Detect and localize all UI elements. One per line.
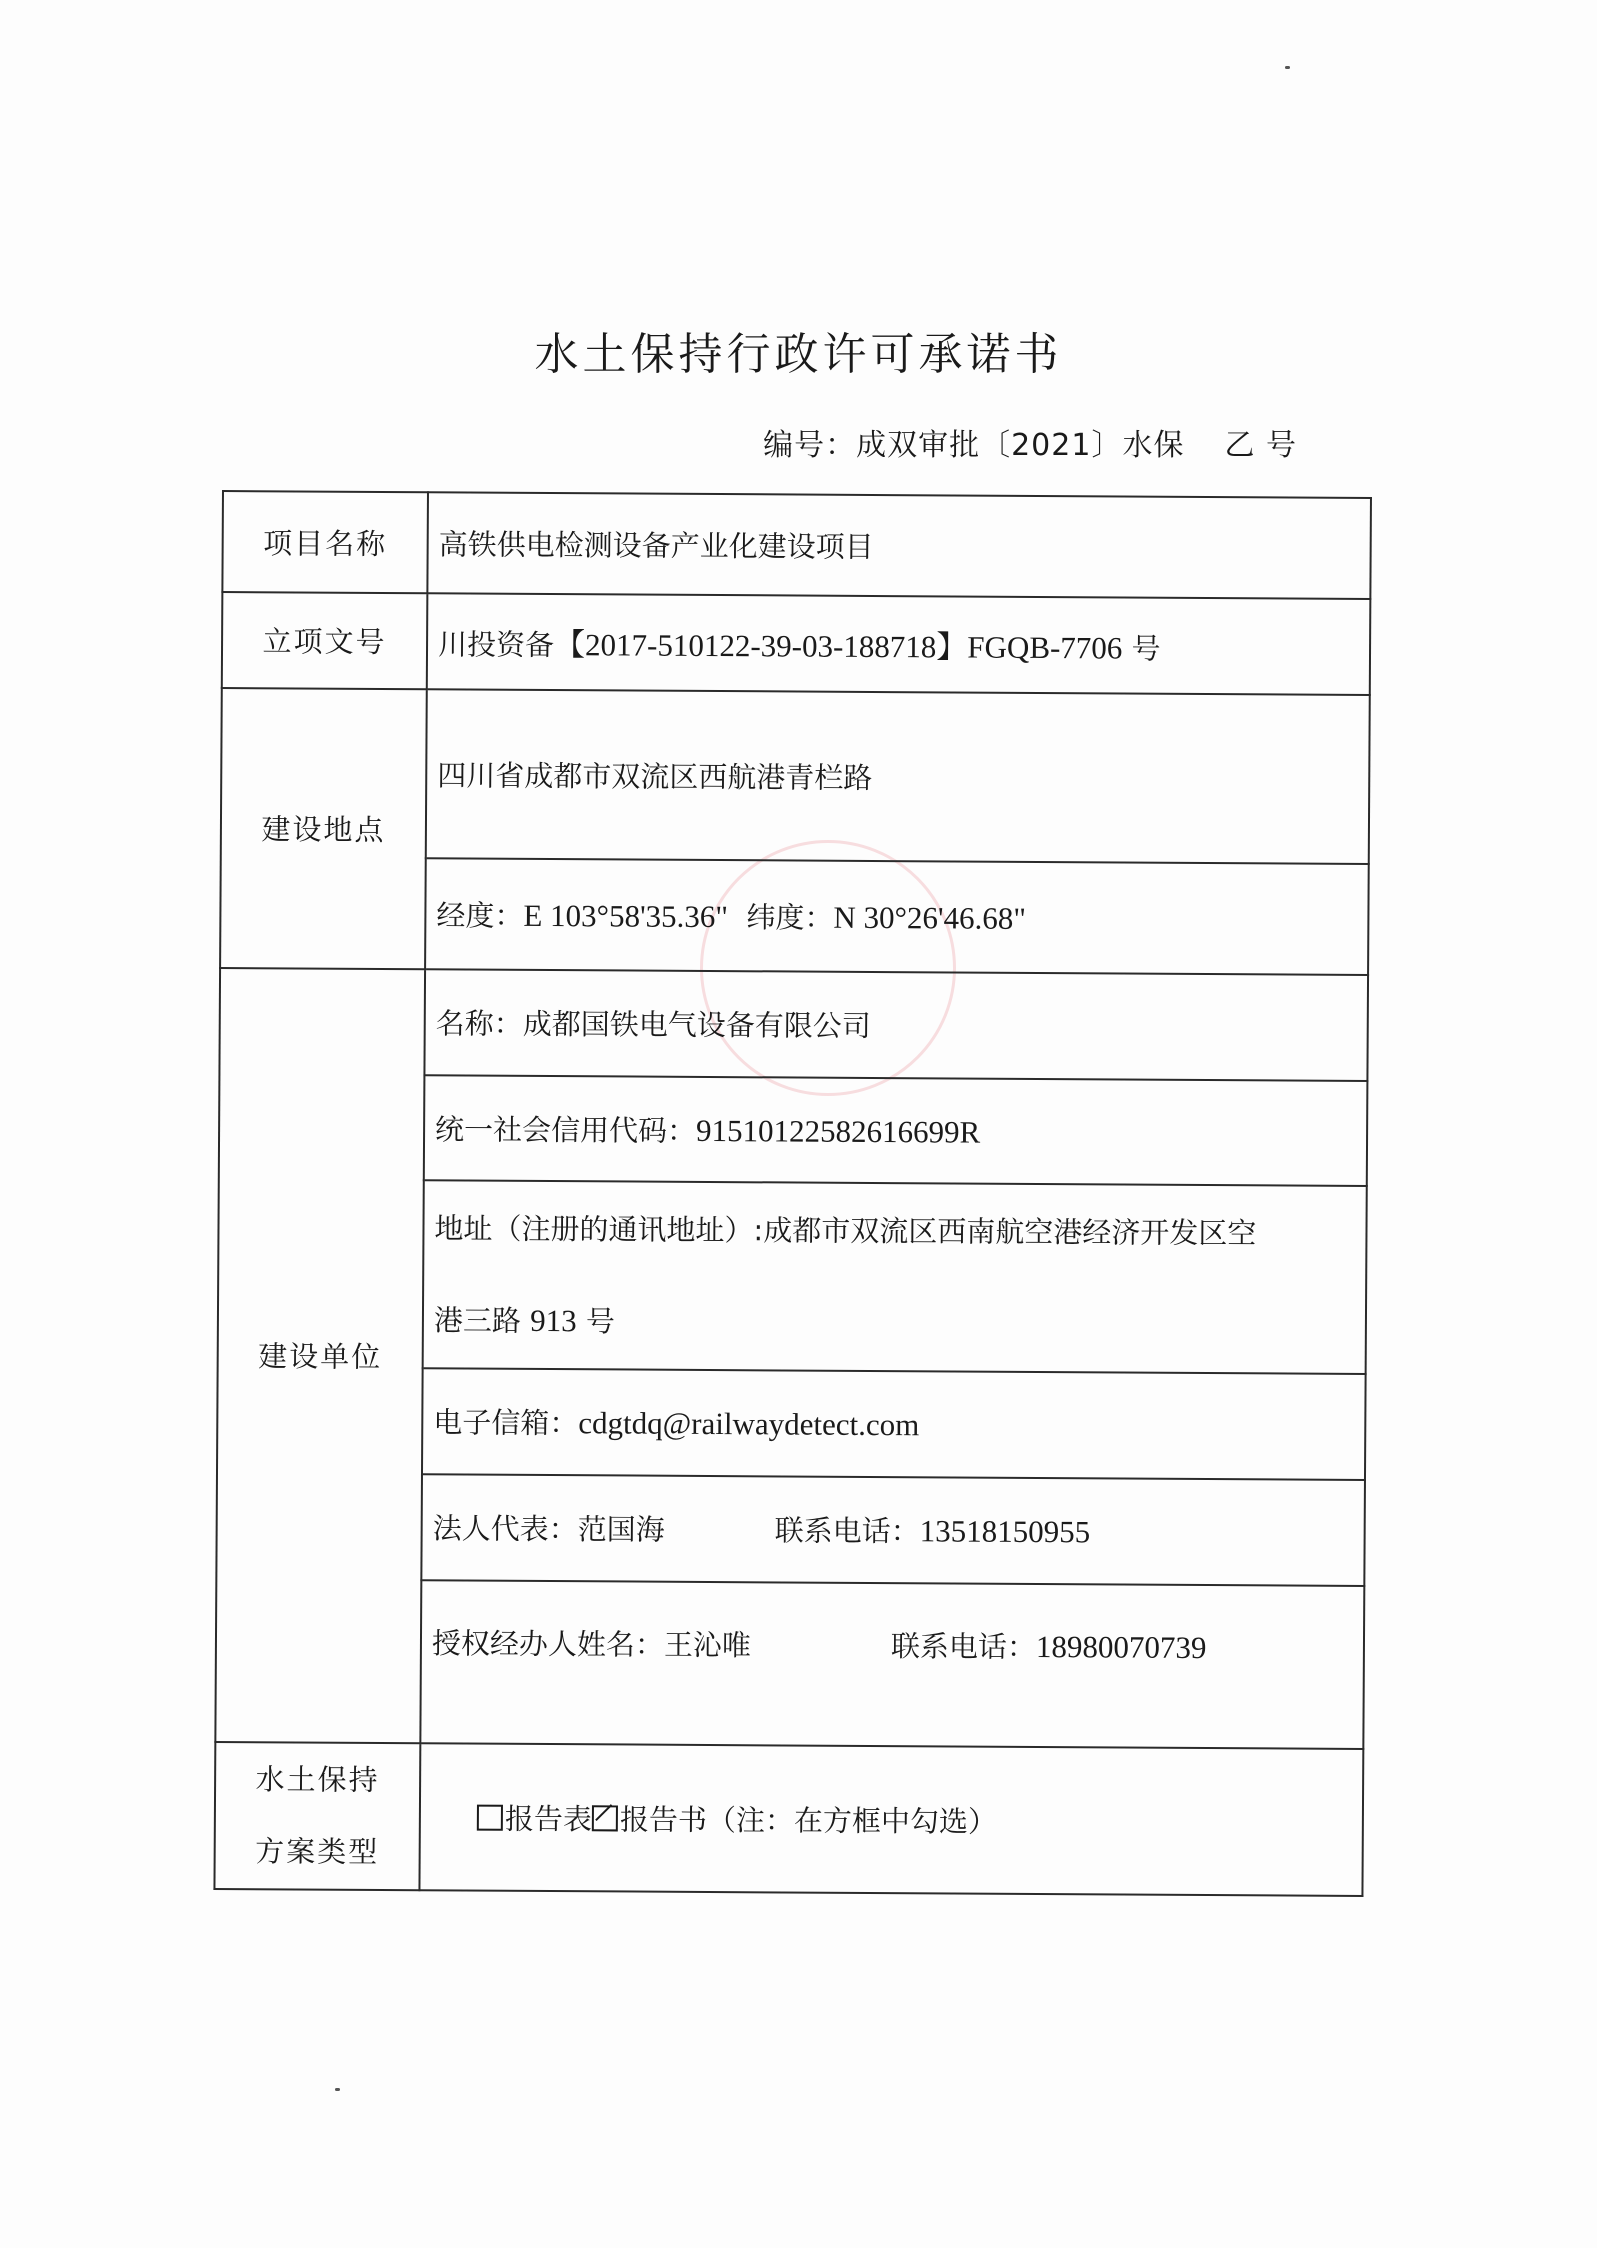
address-label: 地址（注册的通讯地址）: [434, 1211, 764, 1248]
scan-speck [335, 2088, 340, 2091]
address-value-line-1: 成都市双流区西南航空港经济开发区空 [763, 1213, 1257, 1251]
latitude-value: N 30°26'46.68" [833, 899, 1027, 936]
plan-type-label-line-2: 方案类型 [255, 1834, 380, 1870]
latitude-label: 纬度： [746, 899, 834, 935]
builder-name [424, 969, 1368, 1081]
plan-type-options [419, 1743, 1363, 1896]
project-name-label: 项目名称 [222, 491, 428, 593]
table-row [221, 688, 1370, 864]
location-coordinates [425, 858, 1369, 975]
builder-legal-rep [421, 1474, 1365, 1586]
longitude-value: E 103°58'35.36" [523, 897, 729, 934]
report-book-option: 报告书 [619, 1802, 708, 1837]
address-value-line-2-prefix: 港三路 [433, 1303, 522, 1338]
email-value: cdgtdq@railwaydetect.com [578, 1405, 920, 1443]
location-address: 四川省成都市双流区西航港青栏路 [426, 689, 1370, 864]
report-book-checkbox[interactable] [592, 1805, 618, 1831]
table-row [214, 1742, 1363, 1896]
report-form-checkbox[interactable] [477, 1804, 503, 1830]
spacer [665, 1540, 775, 1541]
builder-email [422, 1368, 1366, 1480]
address-value-line-2-suffix: 号 [585, 1304, 616, 1339]
report-form-option: 报告表 [504, 1801, 593, 1837]
builder-agent [420, 1580, 1364, 1749]
table-row [219, 968, 1368, 1081]
credit-code-value: 91510122582616699R [696, 1112, 981, 1150]
table-row [222, 491, 1371, 599]
agent-phone-label: 联系电话： [890, 1628, 1037, 1664]
longitude-label: 经度： [436, 898, 524, 933]
builder-credit-code [424, 1075, 1368, 1187]
agent-value: 王沁唯 [663, 1627, 752, 1662]
serial-suffix: 乙 号 [1224, 428, 1297, 463]
scan-speck [1285, 66, 1290, 69]
approval-doc-value [427, 593, 1371, 695]
approval-doc-code: 【2017-510122-39-03-188718】FGQB-7706 [553, 627, 1123, 666]
spacer [751, 1655, 891, 1656]
builder-name-label: 名称： [435, 1006, 523, 1041]
builder-label: 建设单位 [215, 968, 425, 1743]
plan-type-label-line-1: 水土保持 [255, 1762, 380, 1798]
approval-doc-prefix: 川投资备 [437, 627, 555, 663]
plan-type-label [214, 1742, 420, 1890]
agent-label: 授权经办人姓名： [431, 1625, 665, 1662]
address-value-line-2-number: 913 [530, 1303, 577, 1339]
location-label: 建设地点 [220, 688, 427, 969]
legal-rep-label: 法人代表： [432, 1511, 578, 1547]
legal-phone-label: 联系电话： [774, 1513, 920, 1549]
builder-name-value: 成都国铁电气设备有限公司 [522, 1006, 871, 1044]
table-row [222, 592, 1371, 695]
approval-doc-suffix: 号 [1131, 631, 1161, 666]
project-name-value: 高铁供电检测设备产业化建设项目 [427, 492, 1371, 599]
legal-phone-value: 13518150955 [919, 1513, 1091, 1550]
credit-code-label: 统一社会信用代码： [434, 1112, 697, 1148]
commitment-form-table [213, 490, 1372, 1897]
agent-phone-value: 18980070739 [1035, 1628, 1207, 1665]
serial-number [763, 420, 1297, 464]
builder-address [423, 1181, 1367, 1374]
document-title: 水土保持行政许可承诺书 [534, 329, 1063, 380]
email-label: 电子信箱： [433, 1405, 579, 1441]
serial-prefix: 编号：成双审批〔2021〕水保 [763, 428, 1185, 463]
legal-rep-value: 范国海 [577, 1512, 665, 1547]
approval-doc-label: 立项文号 [222, 592, 428, 689]
plan-type-note: （注：在方框中勾选） [706, 1802, 998, 1839]
